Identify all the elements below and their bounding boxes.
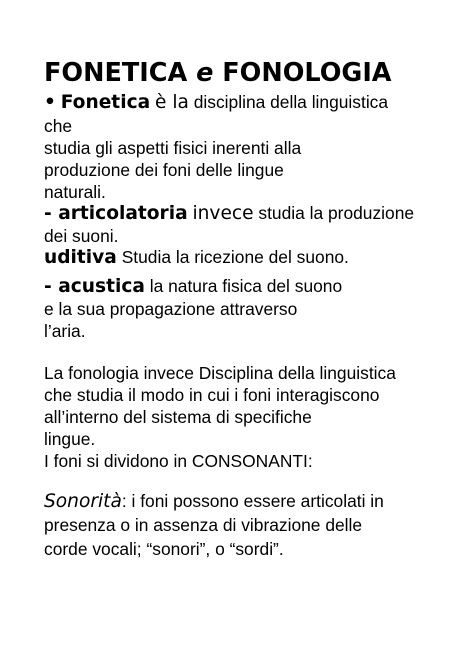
acustica-line-1-rest: la natura fisica del suono [149,276,343,296]
fonetica-line-4: produzione dei foni delle lingue [44,160,284,180]
acustica-line-2: e la sua propagazione attraverso [44,299,298,319]
fonetica-line-1-rest: disciplina della linguistica [193,92,389,112]
page-title [44,58,392,88]
uditiva-line-rest: Studia la ricezione del suono. [121,247,349,267]
verb-e-la: è la [154,92,189,113]
uditiva-line [44,246,349,270]
fonologia-line-5: I foni si dividono in CONSONANTI: [44,451,313,471]
fonetica-line-3: studia gli aspetti fisici inerenti alla [44,138,302,158]
title-fonetica: FONETICA [44,58,197,88]
term-acustica: - acustica [44,276,145,297]
term-sonorita: Sonorità [44,491,122,512]
title-conjunction: e [196,58,214,88]
fonologia-line-2: che studia il modo in cui i foni interagiscono [44,385,380,405]
term-articolatoria: - articolatoria [44,203,188,224]
sonorita-line-1-rest: : i foni possono essere articolati in [121,491,384,511]
sonorita-line-1 [44,490,384,514]
fonetica-line-1 [44,91,388,115]
fonetica-line-5: naturali. [44,182,106,202]
articolatoria-line-1-rest: studia la produzione [258,203,415,223]
bullet: • [44,92,56,113]
fonetica-line-2: che [44,116,73,136]
term-fonetica: Fonetica [60,92,151,113]
sonorita-line-2: presenza o in assenza di vibrazione delle [44,515,363,535]
fonologia-line-1: La fonologia invece Disciplina della linguistica [44,363,396,383]
acustica-line-1 [44,275,342,299]
word-invece: invece [192,203,254,224]
articolatoria-line-1 [44,202,414,226]
sonorita-line-3: corde vocali; “sonori”, o “sordi”. [44,539,284,559]
acustica-line-3: l’aria. [44,321,86,341]
fonologia-line-4: lingue. [44,429,96,449]
articolatoria-line-2: dei suoni. [44,226,119,246]
title-fonologia: FONOLOGIA [213,58,392,88]
term-uditiva: uditiva [44,247,117,268]
fonologia-line-3: all’interno del sistema di specifiche [44,407,312,427]
